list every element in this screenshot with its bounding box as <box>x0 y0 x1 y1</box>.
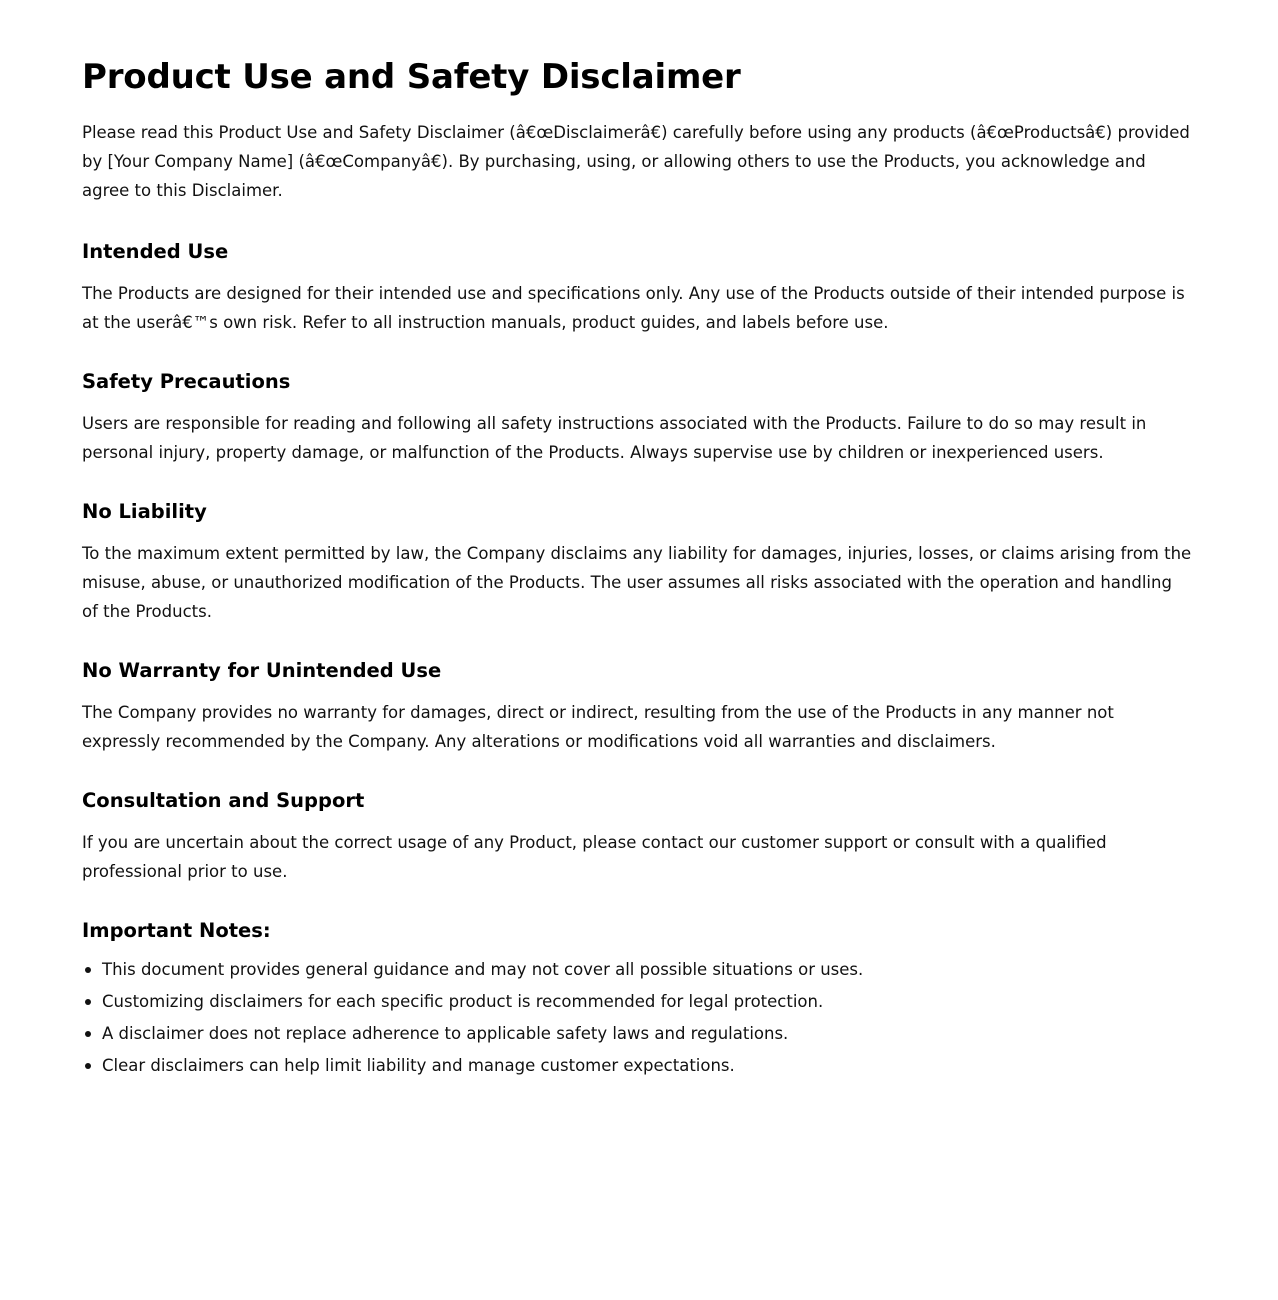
list-item: A disclaimer does not replace adherence to applicable safety laws and regulations. <box>102 1018 1192 1050</box>
list-item: Customizing disclaimers for each specific product is recommended for legal protection. <box>102 986 1192 1018</box>
section-body: The Products are designed for their intended use and specifications only. Any use of the Products outside of their intended purpose is at the userâ€™s own risk. Refer to all instruction manuals, product guides, and labels before use. <box>82 284 1185 332</box>
section-no-liability <box>82 499 1192 626</box>
section-body: To the maximum extent permitted by law, the Company disclaims any liability for damages, injuries, losses, or claims arising from the misuse, abuse, or unauthorized modification of the Products. The user assumes all risks associated with the operation and handling of the Products. <box>82 544 1192 621</box>
section-heading: No Liability <box>82 500 207 523</box>
important-notes <box>82 918 1192 1082</box>
page-title: Product Use and Safety Disclaimer <box>82 57 741 97</box>
list-item: Clear disclaimers can help limit liability and manage customer expectations. <box>102 1050 1192 1082</box>
section-heading: Safety Precautions <box>82 370 291 393</box>
section-consultation-support <box>82 788 1192 886</box>
intro-paragraph: Please read this Product Use and Safety Disclaimer (â€œDisclaimerâ€) carefully before using any products (â€œProductsâ€) provided by [Your Company Name] (â€œCompanyâ€). By purchasing, using, or allowing others to use the Products, you acknowledge and agree to this Disclaimer. <box>82 123 1190 200</box>
section-intended-use <box>82 239 1192 337</box>
notes-list <box>82 954 1192 1082</box>
section-heading: Consultation and Support <box>82 789 365 812</box>
section-heading: No Warranty for Unintended Use <box>82 659 442 682</box>
section-safety-precautions <box>82 369 1192 467</box>
list-item: This document provides general guidance and may not cover all possible situations or uses. <box>102 954 1192 986</box>
section-body: The Company provides no warranty for damages, direct or indirect, resulting from the use of the Products in any manner not expressly recommended by the Company. Any alterations or modifications void all warranties and disclaimers. <box>82 703 1114 751</box>
section-no-warranty <box>82 658 1192 756</box>
section-body: If you are uncertain about the correct usage of any Product, please contact our customer support or consult with a qualified professional prior to use. <box>82 833 1107 881</box>
section-heading: Intended Use <box>82 240 229 263</box>
notes-heading: Important Notes: <box>82 919 271 942</box>
disclaimer-document <box>82 54 1192 1082</box>
section-body: Users are responsible for reading and following all safety instructions associated with the Products. Failure to do so may result in personal injury, property damage, or malfunction of the Products. Always supervise use by children or inexperienced users. <box>82 414 1147 462</box>
